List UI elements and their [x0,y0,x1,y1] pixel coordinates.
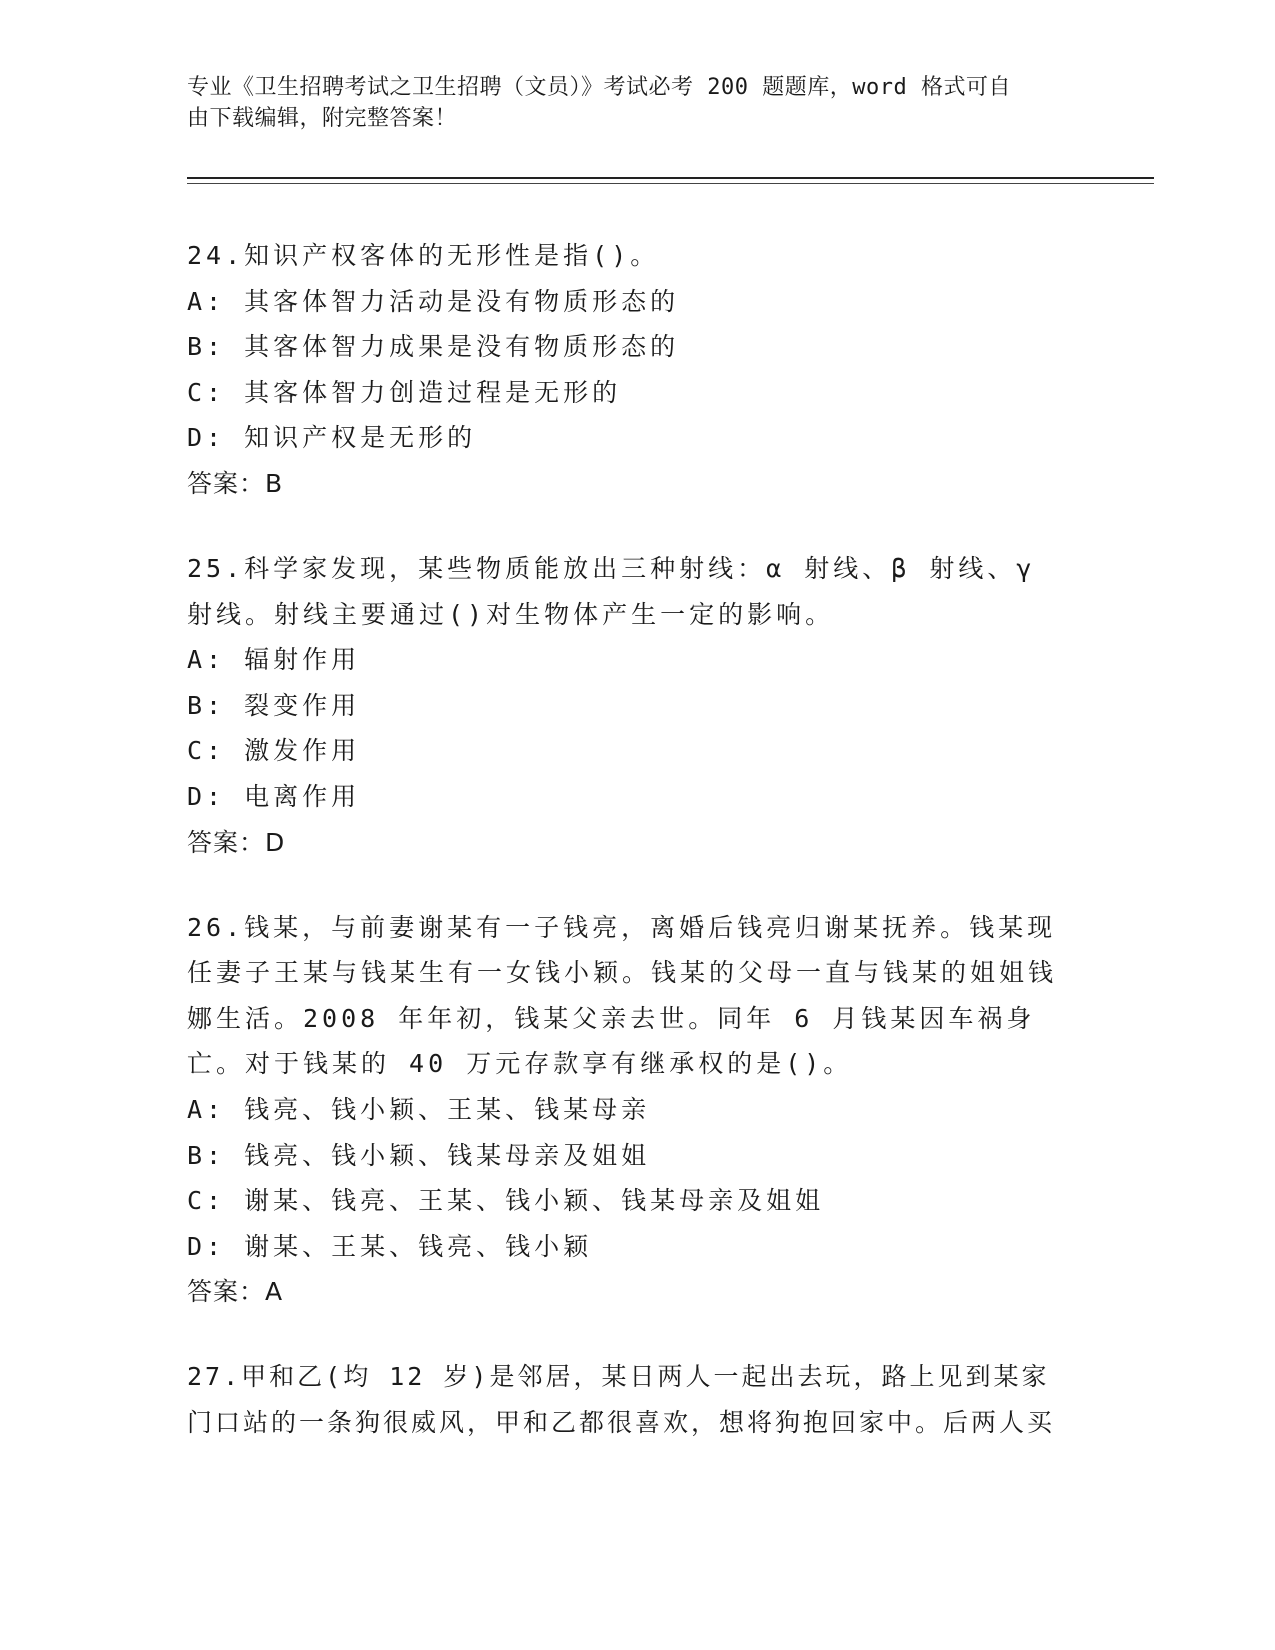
option-c: C: 谢某、钱亮、王某、钱小颖、钱某母亲及姐姐 [187,1186,825,1216]
question-24 [187,233,1067,506]
question-stem: 24.知识产权客体的无形性是指()。 [187,241,660,270]
question-stem: 27.甲和乙(均 12 岁)是邻居，某日两人一起出去玩，路上见到某家门口站的一条狗很威风，甲和乙都很喜欢，想将狗抱回家中。后两人买 [187,1362,1056,1437]
answer-label: 答案：D [187,827,286,857]
header-line-2: 由下载编辑，附完整答案！ [187,106,458,131]
document-header [187,72,1067,134]
header-divider-thick [187,177,1154,179]
option-c: C: 其客体智力创造过程是无形的 [187,377,622,407]
option-d: D: 电离作用 [187,781,361,811]
option-b: B: 钱亮、钱小颖、钱某母亲及姐姐 [187,1140,651,1170]
question-27 [187,1354,1067,1445]
question-25 [187,546,1067,865]
option-a: A: 钱亮、钱小颖、王某、钱某母亲 [187,1094,651,1124]
header-divider-thin [187,183,1154,184]
answer-label: 答案：A [187,1277,284,1307]
question-26 [187,905,1067,1315]
option-b: B: 其客体智力成果是没有物质形态的 [187,332,680,362]
header-line-1: 专业《卫生招聘考试之卫生招聘（文员）》考试必考 200 题题库，word 格式可自 [187,75,1011,100]
option-d: D: 知识产权是无形的 [187,423,477,453]
option-b: B: 裂变作用 [187,690,361,720]
option-d: D: 谢某、王某、钱亮、钱小颖 [187,1231,593,1261]
option-a: A: 辐射作用 [187,645,361,675]
question-list [187,233,1067,1485]
question-stem: 26.钱某，与前妻谢某有一子钱亮，离婚后钱亮归谢某抚养。钱某现任妻子王某与钱某生有一女钱小颖。钱某的父母一直与钱某的姐姐钱娜生活。2008 年年初，钱某父亲去世。同年 6 月钱某因车祸身亡。对于钱某的 40 万元存款享有继承权的是()。 [187,912,1058,1079]
answer-label: 答案：B [187,468,284,498]
option-c: C: 激发作用 [187,736,361,766]
option-a: A: 其客体智力活动是没有物质形态的 [187,286,680,316]
question-stem: 25.科学家发现，某些物质能放出三种射线：α 射线、β 射线、γ 射线。射线主要通过()对生物体产生一定的影响。 [187,553,1036,629]
